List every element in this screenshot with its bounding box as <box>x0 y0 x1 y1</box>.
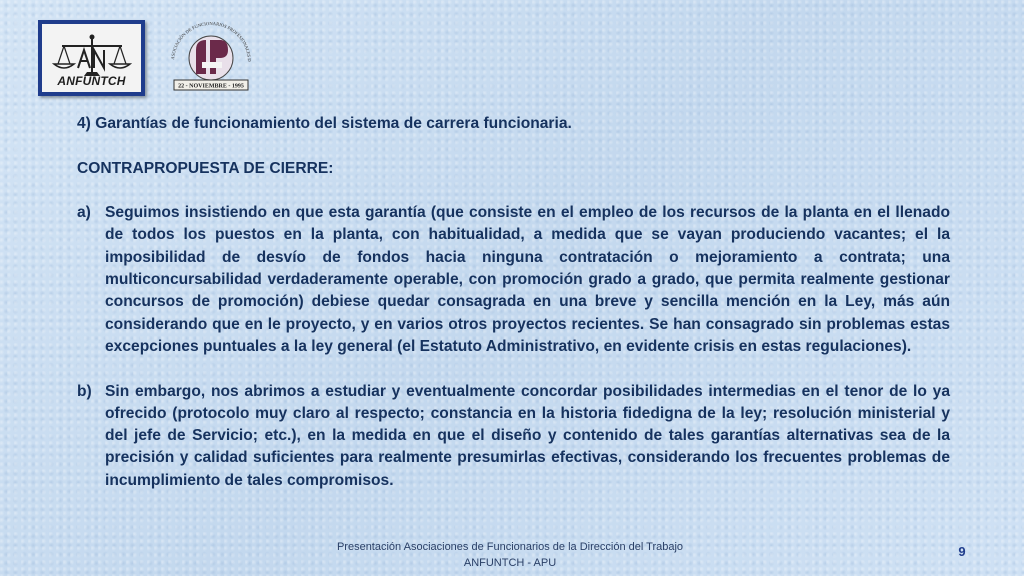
footer-line-1: Presentación Asociaciones de Funcionarios de la Dirección del Trabajo <box>336 541 684 553</box>
anfuntch-logo-text: ANFUNTCH <box>57 74 126 88</box>
apu-logo-arc-text: ASOCIACIÓN DE FUNCIONARIOS PROFESIONALES D <box>170 20 253 62</box>
footer-line-2: ANFUNTCH - APU <box>463 557 557 569</box>
list-item-b <box>77 381 950 492</box>
page-number: 9 <box>958 544 966 559</box>
list-marker: b) <box>77 382 92 400</box>
apu-logo-date: 22 - NOVIEMBRE - 1995 <box>178 83 244 90</box>
apu-seal-icon <box>164 16 258 96</box>
slide-subheading: CONTRAPROPUESTA DE CIERRE: <box>77 159 334 177</box>
list-marker: a) <box>77 204 91 222</box>
list-item-text: Seguimos insistiendo en que esta garantía (que consiste en el empleo de los recursos de la planta en el llenado de todos los puestos en la planta, con habitualidad, a medida que se vayan produciendo vacantes; el la imposibilidad de desvío de fondos hacia ninguna contratación o mejoramiento a contrata; una multiconcursabilidad verdaderamente operable, con promoción grado a grado, que permita realmente gestionar concursos de promoción) debiese quedar consagrada en una breve y sencilla mención en la Ley, más aún considerando que en le proyecto, y en varios otros proyectos recientes. Se han consagrado sin problemas estas excepciones puntuales a la ley general (el Estatuto Administrativo, en evidente crisis en estas regulaciones). <box>105 204 950 355</box>
list-item-text: Sin embargo, nos abrimos a estudiar y eventualmente concordar posibilidades intermedias en el tenor de lo ya ofrecido (protocolo muy claro al respecto; constancia en la historia fidedigna de la ley; resolución ministerial y del jefe de Servicio; etc.), en la medida en que el diseño y contenido de tales garantías alternativas sea de la precisión y calidad suficientes para realmente presumirlas efectivas, considerando los frecuentes problemas de incumplimiento de tales compromisos. <box>105 382 950 489</box>
list-item-a <box>77 202 950 358</box>
apu-logo <box>164 16 258 96</box>
slide-footer <box>280 539 740 571</box>
slide-heading: 4) Garantías de funcionamiento del sistema de carrera funcionaria. <box>77 115 572 132</box>
slide-content <box>77 113 950 492</box>
anfuntch-logo <box>38 20 145 96</box>
